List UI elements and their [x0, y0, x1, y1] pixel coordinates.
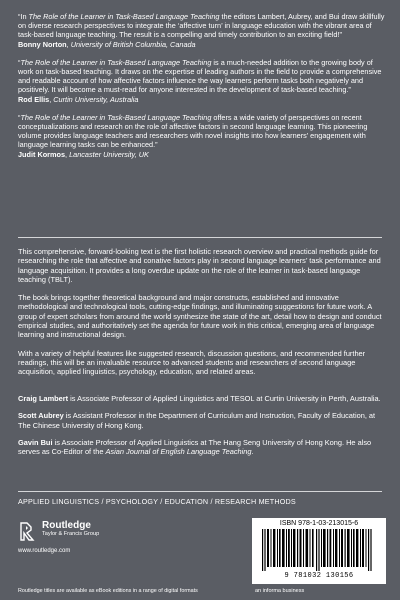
subject-categories: APPLIED LINGUISTICS / PSYCHOLOGY / EDUCATION / RESEARCH METHODS	[18, 497, 296, 506]
endorser-affiliation: University of British Columbia, Canada	[70, 39, 196, 49]
author-name: Scott Aubrey	[18, 411, 64, 421]
informa-label: an informa business	[255, 588, 305, 594]
publisher-url[interactable]: www.routledge.com	[18, 548, 71, 554]
description-paragraph: The book brings together theoretical background and major constructs, established and innovative methodological and technological tools, cutting-edge findings, and illuminating suggestions for future work. A group of expert scholars from around the world synthesize the state of the art, detail how to design and conduct empirical studies, and authoritatively set the agenda for future work in this critical, emerging area of language learning and instructional design.	[18, 293, 382, 340]
barcode-icon	[256, 529, 382, 571]
section-divider	[18, 491, 382, 492]
endorsement-quote: “In The Role of the Learner in Task-Based Language Teaching the editors Lambert, Aubrey, and Bui draw skillfully on diverse research perspectives to integrate the ‘affective turn’ in language education with the vibrant area of task-based language teaching. The result is a compelling and timely contribution to an exciting field!”	[18, 12, 385, 40]
endorsement-quote: “The Role of the Learner in Task-Based Language Teaching is a much-needed addition to the growing body of work on task-based teaching. It draws on the expertise of leading authors in the field to provide a comprehensive and readable account of how affective factors influence the way learners perform tasks both negatively and positively. It will become a must-read for anyone interested in the development of task-based teaching.”	[18, 57, 382, 95]
endorser-name: Judit Kormos	[18, 149, 66, 159]
author-bio: Scott Aubrey is Assistant Professor in the Department of Curriculum and Instruction, Faculty of Education, at The Chinese University of Hong Kong.	[18, 411, 376, 430]
endorser-affiliation: Curtin University, Australia	[53, 94, 139, 104]
publisher-block	[18, 520, 178, 560]
description-paragraph: With a variety of helpful features like suggested research, discussion questions, and recommended further readings, this will be an invaluable resource to advanced students and researchers of second language acquisition, applied linguistics, psychology, education, and related areas.	[18, 348, 366, 377]
publisher-name: Routledge	[42, 520, 91, 531]
barcode-panel	[252, 518, 386, 584]
endorser-affiliation: Lancaster University, UK	[69, 149, 149, 159]
endorsement	[18, 12, 386, 49]
endorsements-section	[18, 12, 386, 168]
book-title-italic: The Role of the Learner in Task-Based Language Teaching	[20, 57, 212, 67]
endorser-name: Bonny Norton	[18, 39, 67, 49]
author-name: Gavin Bui	[18, 437, 53, 447]
ebook-footnote: Routledge titles are available as eBook editions in a range of digital formats	[18, 588, 198, 594]
section-divider	[18, 237, 382, 238]
book-title-italic: The Role of the Learner in Task-Based Language Teaching	[28, 12, 220, 21]
publisher-group: Taylor & Francis Group	[42, 531, 100, 537]
endorsement	[18, 113, 386, 159]
author-name: Craig Lambert	[18, 394, 69, 403]
endorsement-attribution: Rod Ellis, Curtin University, Australia	[18, 94, 139, 104]
endorser-name: Rod Ellis	[18, 94, 50, 104]
endorsement-quote: “The Role of the Learner in Task-Based Language Teaching offers a wide variety of perspectives on recent conceptualizations and research on the role of affective factors in second language learning. This pioneering volume provides language teachers and researchers with novel insights into how learners’ engagement with language learning tasks can be enhanced.”	[18, 112, 368, 150]
description-paragraph: This comprehensive, forward-looking text is the first holistic research overview and practical methods guide for researching the role that affective and conative factors play in second language learners’ task performance and language acquisition. It provides a long overdue update on the role of the learner in task-based language teaching (TBLT).	[18, 247, 381, 284]
barcode-number: 9 781032 130156	[284, 572, 354, 580]
book-title-italic: The Role of the Learner in Task-Based Language Teaching	[20, 112, 212, 122]
author-bios	[18, 394, 386, 464]
author-bio: Craig Lambert is Associate Professor of Applied Linguistics and TESOL at Curtin University in Perth, Australia.	[18, 394, 381, 403]
book-description	[18, 247, 386, 386]
routledge-logo-icon	[18, 520, 40, 542]
isbn-label: ISBN 978-1-03-213015-6	[279, 520, 359, 527]
endorsement-attribution: Bonny Norton, University of British Columbia, Canada	[18, 39, 196, 49]
journal-title: Asian Journal of English Language Teaching	[105, 447, 252, 457]
endorsement	[18, 58, 386, 104]
author-bio: Gavin Bui is Associate Professor of Applied Linguistics at The Hang Seng University of Hong Kong. He also serves as Co-Editor of the Asian Journal of English Language Teaching.	[18, 437, 372, 457]
endorsement-attribution: Judit Kormos, Lancaster University, UK	[18, 149, 149, 159]
